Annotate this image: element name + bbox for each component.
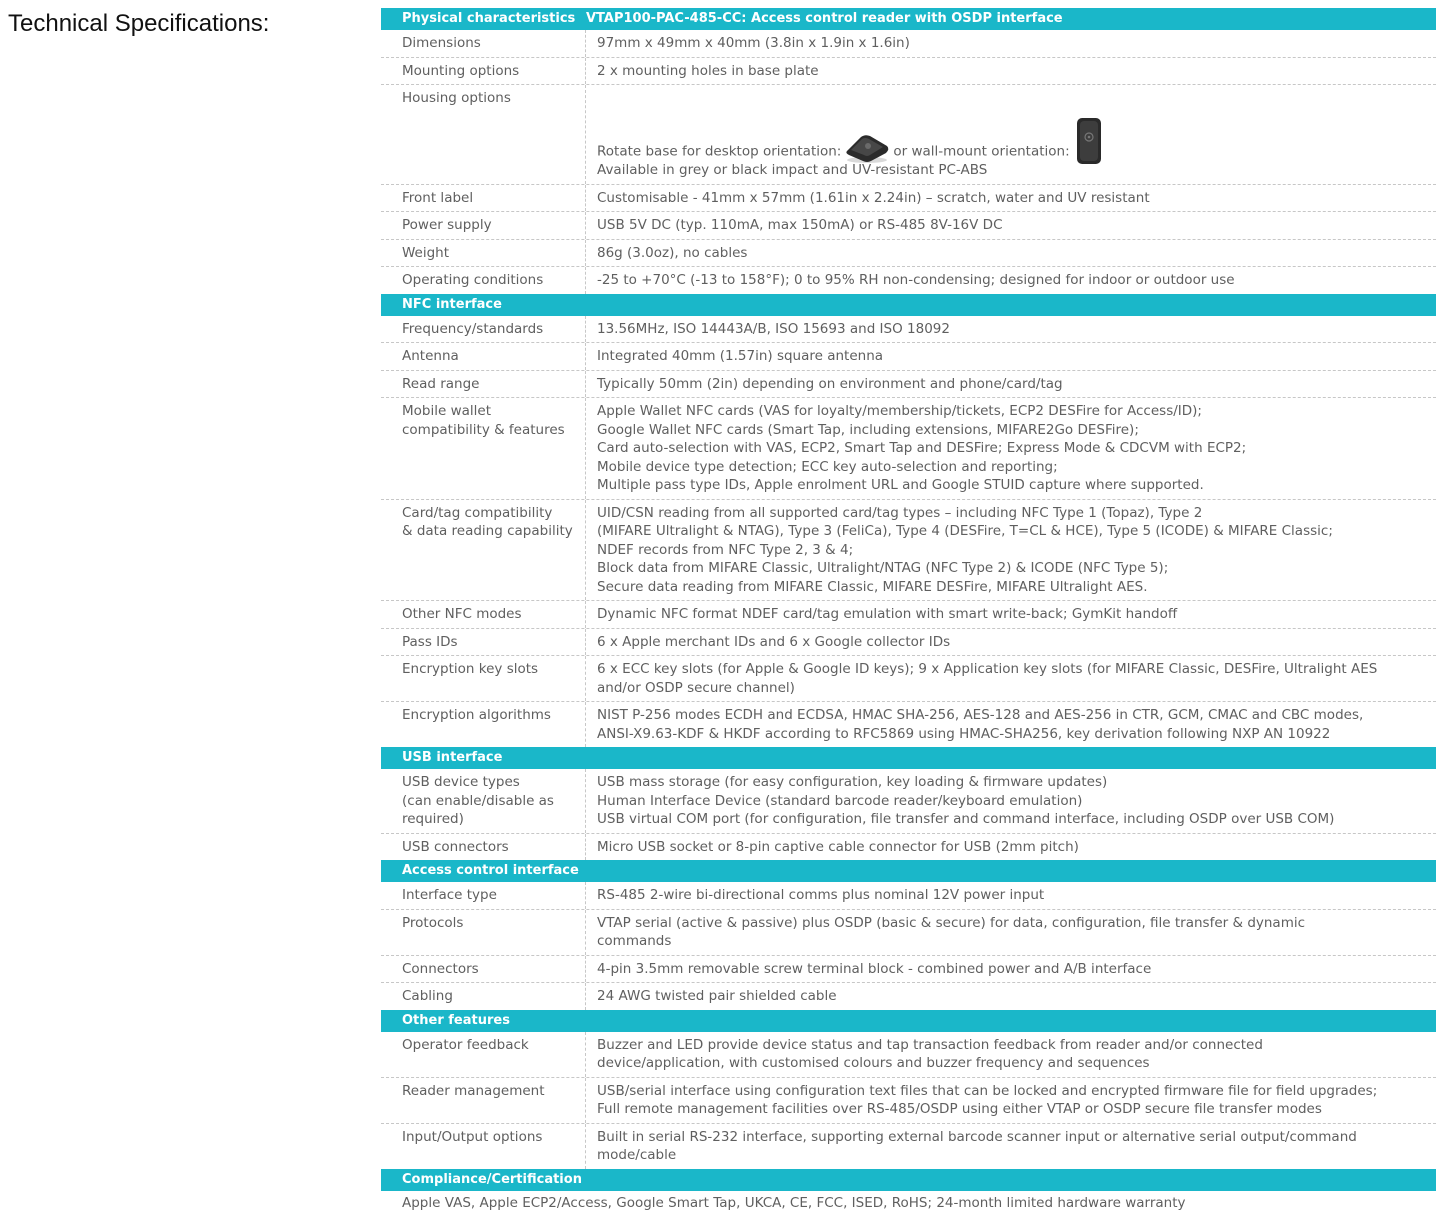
section-rows — [381, 769, 1436, 860]
spec-label-line: Cabling — [402, 988, 453, 1004]
compliance-text: Apple VAS, Apple ECP2/Access, Google Smart Tap, UKCA, CE, FCC, ISED, RoHS; 24-month limited hardware warranty — [402, 1194, 1186, 1211]
spec-value — [586, 343, 1436, 370]
spec-value-line: 86g (3.0oz), no cables — [597, 244, 748, 261]
spec-row — [381, 656, 1436, 702]
spec-value-line: 4-pin 3.5mm removable screw terminal block - combined power and A/B interface — [597, 960, 1152, 977]
spec-value-line: UID/CSN reading from all supported card/tag types – including NFC Type 1 (Topaz), Type 2 — [597, 504, 1203, 521]
spec-label-line: Card/tag compatibility — [402, 504, 553, 521]
spec-value-line: Block data from MIFARE Classic, Ultralight/NTAG (NFC Type 2) & ICODE (NFC Type 5); — [597, 560, 1169, 576]
spec-row — [381, 30, 1436, 58]
spec-value — [586, 58, 1436, 85]
spec-label-line: Protocols — [402, 914, 464, 931]
section-title: NFC interface — [402, 296, 502, 312]
spec-row — [381, 769, 1436, 834]
spec-label-line: Mobile wallet — [402, 403, 491, 419]
spec-label — [381, 1032, 586, 1077]
spec-value-line: NIST P-256 modes ECDH and ECDSA, HMAC SHA-256, AES-128 and AES-256 in CTR, GCM, CMAC and CBC modes, — [597, 707, 1364, 723]
spec-label — [381, 702, 586, 747]
spec-value-line: device/application, with customised colours and buzzer frequency and sequences — [597, 1055, 1150, 1071]
spec-value-line: Micro USB socket or 8-pin captive cable connector for USB (2mm pitch) — [597, 838, 1079, 855]
spec-value-line: Integrated 40mm (1.57in) square antenna — [597, 348, 884, 364]
spec-label — [381, 882, 586, 909]
spec-label-line: Input/Output options — [402, 1128, 543, 1145]
spec-label — [381, 371, 586, 398]
spec-label-line: USB connectors — [402, 838, 509, 855]
section-header — [381, 860, 1436, 882]
spec-value-line: Google Wallet NFC cards (Smart Tap, including extensions, MIFARE2Go DESFire); — [597, 421, 1139, 438]
spec-value-line: 97mm x 49mm x 40mm (3.8in x 1.9in x 1.6in) — [597, 35, 910, 51]
spec-value — [586, 240, 1436, 267]
spec-value — [586, 702, 1436, 747]
section-subtitle — [586, 860, 1436, 882]
spec-value-line: Customisable - 41mm x 57mm (1.61in x 2.24in) – scratch, water and UV resistant — [597, 189, 1150, 206]
spec-label-line: Weight — [402, 244, 450, 261]
spec-label — [381, 58, 586, 85]
spec-label — [381, 1124, 586, 1169]
spec-row — [381, 910, 1436, 956]
spec-label-line: Frequency/standards — [402, 320, 544, 337]
section-header — [381, 1169, 1436, 1191]
spec-value — [586, 500, 1436, 601]
spec-value — [586, 983, 1436, 1010]
spec-value — [586, 834, 1436, 861]
section-subtitle — [586, 1010, 1436, 1032]
spec-label — [381, 1078, 586, 1123]
spec-label-line: Operating conditions — [402, 272, 544, 288]
spec-value-line: Buzzer and LED provide device status and tap transaction feedback from reader and/or connected — [597, 1036, 1263, 1053]
spec-label-line: Antenna — [402, 348, 459, 364]
section-subtitle: VTAP100-PAC-485-CC: Access control reader with OSDP interface — [586, 11, 1063, 26]
spec-label — [381, 185, 586, 212]
spec-value — [586, 267, 1436, 294]
spec-label-line: Interface type — [402, 887, 497, 903]
spec-label — [381, 85, 586, 184]
section-subtitle — [586, 747, 1436, 769]
spec-value — [586, 1124, 1436, 1169]
spec-value-line: 6 x ECC key slots (for Apple & Google ID keys); 9 x Application key slots (for MIFARE Classic, DESFire, Ultralight AES — [597, 661, 1378, 677]
spec-label — [381, 30, 586, 57]
spec-value-line: NDEF records from NFC Type 2, 3 & 4; — [597, 541, 854, 558]
spec-value-line: commands — [597, 933, 672, 949]
section-title: Physical characteristics — [402, 11, 576, 26]
section-title: Compliance/Certification — [402, 1171, 582, 1187]
spec-row — [381, 212, 1436, 240]
section-rows — [381, 30, 1436, 294]
spec-label — [381, 267, 586, 294]
spec-value-line: Available in grey or black impact and UV-resistant PC-ABS — [597, 162, 988, 178]
spec-value — [586, 30, 1436, 57]
section-subtitle — [586, 294, 1436, 316]
spec-label-line: Connectors — [402, 960, 479, 977]
spec-label-line: Encryption algorithms — [402, 707, 551, 723]
spec-label-line: Dimensions — [402, 35, 481, 51]
spec-value-line: Human Interface Device (standard barcode reader/keyboard emulation) — [597, 792, 1083, 809]
spec-label — [381, 398, 586, 499]
spec-row — [381, 834, 1436, 861]
spec-label — [381, 500, 586, 601]
spec-row — [381, 1124, 1436, 1169]
spec-row — [381, 371, 1436, 399]
spec-value — [586, 910, 1436, 955]
spec-label-line: Front label — [402, 189, 474, 206]
spec-value-line: Apple Wallet NFC cards (VAS for loyalty/membership/tickets, ECP2 DESFire for Access/ID); — [597, 403, 1202, 419]
section-rows — [381, 882, 1436, 1010]
spec-label-line: Power supply — [402, 217, 492, 233]
spec-label-line: USB device types — [402, 774, 520, 790]
section-header — [381, 294, 1436, 316]
spec-row — [381, 983, 1436, 1010]
spec-value — [586, 85, 1436, 184]
spec-label-line: & data reading capability — [402, 523, 573, 539]
spec-label-line: Housing options — [402, 90, 511, 106]
spec-value — [586, 1078, 1436, 1123]
spec-value — [586, 185, 1436, 212]
spec-row — [381, 185, 1436, 213]
spec-label — [381, 629, 586, 656]
spec-table — [381, 8, 1436, 1212]
spec-label-line: compatibility & features — [402, 421, 565, 438]
spec-label-line: Encryption key slots — [402, 661, 539, 677]
spec-value — [586, 629, 1436, 656]
section-rows — [381, 1032, 1436, 1169]
spec-label-line: Mounting options — [402, 62, 520, 79]
spec-value-line: USB virtual COM port (for configuration, file transfer and command interface, including OSDP over USB COM) — [597, 811, 1335, 827]
spec-value-line: -25 to +70°C (-13 to 158°F); 0 to 95% RH non-condensing; designed for indoor or outdoor use — [597, 272, 1235, 288]
spec-label — [381, 212, 586, 239]
spec-row — [381, 267, 1436, 294]
spec-label — [381, 769, 586, 833]
section-header — [381, 1010, 1436, 1032]
section-header — [381, 8, 1436, 30]
spec-value-line: 13.56MHz, ISO 14443A/B, ISO 15693 and ISO 18092 — [597, 320, 950, 337]
spec-row — [381, 240, 1436, 268]
spec-row — [381, 316, 1436, 344]
spec-row — [381, 629, 1436, 657]
spec-row — [381, 702, 1436, 747]
spec-value-line: USB 5V DC (typ. 110mA, max 150mA) or RS-485 8V-16V DC — [597, 217, 1003, 233]
page-heading: Technical Specifications: — [8, 10, 270, 37]
spec-label — [381, 956, 586, 983]
spec-label-line: Reader management — [402, 1082, 545, 1099]
spec-value-line: 6 x Apple merchant IDs and 6 x Google collector IDs — [597, 633, 951, 650]
spec-row — [381, 601, 1436, 629]
spec-value-line: and/or OSDP secure channel) — [597, 679, 795, 696]
spec-label-line: Read range — [402, 375, 480, 392]
spec-row — [381, 85, 1436, 185]
section-title: Other features — [402, 1012, 510, 1028]
housing-wall-text: or wall-mount orientation: — [893, 143, 1070, 160]
spec-label — [381, 343, 586, 370]
spec-label — [381, 601, 586, 628]
wall-reader-image — [1072, 115, 1106, 167]
section-rows — [381, 316, 1436, 748]
spec-value-line: RS-485 2-wire bi-directional comms plus nominal 12V power input — [597, 887, 1045, 903]
spec-value — [586, 316, 1436, 343]
spec-label-line: Other NFC modes — [402, 606, 522, 622]
spec-value — [586, 769, 1436, 833]
section-header — [381, 747, 1436, 769]
spec-value-line: Mobile device type detection; ECC key auto-selection and reporting; — [597, 458, 1058, 475]
spec-value — [586, 212, 1436, 239]
spec-label — [381, 316, 586, 343]
spec-label-line: required) — [402, 811, 464, 827]
spec-row — [381, 882, 1436, 910]
spec-value-line: Full remote management facilities over RS-485/OSDP using either VTAP or OSDP secure file transfer modes — [597, 1101, 1322, 1117]
spec-value — [586, 1032, 1436, 1077]
spec-label — [381, 834, 586, 861]
spec-value-line: USB mass storage (for easy configuration, key loading & firmware updates) — [597, 774, 1108, 790]
spec-value-line: Built in serial RS-232 interface, supporting external barcode scanner input or alternative serial output/command — [597, 1128, 1357, 1145]
spec-value-line: ANSI-X9.63-KDF & HKDF according to RFC5869 using HMAC-SHA256, key derivation following NXP AN 10922 — [597, 725, 1331, 742]
spec-label-line: Pass IDs — [402, 633, 458, 650]
spec-value-line: (MIFARE Ultralight & NTAG), Type 3 (FeliCa), Type 4 (DESFire, T=CL & HCE), Type 5 (ICODE) & MIFARE Classic; — [597, 523, 1333, 539]
desktop-reader-image — [843, 131, 891, 165]
spec-value-line: Dynamic NFC format NDEF card/tag emulation with smart write-back; GymKit handoff — [597, 606, 1178, 622]
spec-label-line: Operator feedback — [402, 1036, 529, 1053]
spec-value — [586, 882, 1436, 909]
spec-value-line: 24 AWG twisted pair shielded cable — [597, 988, 837, 1004]
spec-label — [381, 910, 586, 955]
spec-row — [381, 500, 1436, 602]
spec-row — [381, 343, 1436, 371]
spec-value — [586, 956, 1436, 983]
section-title: Access control interface — [402, 863, 579, 878]
housing-desktop-text: Rotate base for desktop orientation: — [597, 143, 842, 160]
spec-row — [381, 58, 1436, 86]
spec-label — [381, 983, 586, 1010]
spec-row — [381, 1032, 1436, 1078]
spec-value-line: Typically 50mm (2in) depending on environment and phone/card/tag — [597, 375, 1063, 392]
section-title: USB interface — [402, 750, 503, 765]
housing-orientation-line — [597, 115, 1426, 161]
spec-value-line: Multiple pass type IDs, Apple enrolment URL and Google STUID capture where supported. — [597, 477, 1204, 493]
spec-value — [586, 601, 1436, 628]
spec-value-line: VTAP serial (active & passive) plus OSDP (basic & secure) for data, configuration, file transfer & dynamic — [597, 914, 1306, 931]
spec-row — [381, 398, 1436, 500]
spec-value — [586, 398, 1436, 499]
spec-label — [381, 656, 586, 701]
spec-value — [586, 371, 1436, 398]
spec-row — [381, 956, 1436, 984]
spec-value-line: Card auto-selection with VAS, ECP2, Smart Tap and DESFire; Express Mode & CDCVM with ECP2; — [597, 440, 1247, 456]
spec-row — [381, 1078, 1436, 1124]
spec-label — [381, 240, 586, 267]
spec-value-line: 2 x mounting holes in base plate — [597, 62, 819, 79]
spec-value-line: mode/cable — [597, 1147, 677, 1163]
spec-value-line: USB/serial interface using configuration text files that can be locked and encrypted firmware file for field upgrades; — [597, 1082, 1378, 1099]
spec-label-line: (can enable/disable as — [402, 792, 554, 809]
spec-value-line: Secure data reading from MIFARE Classic, MIFARE DESFire, MIFARE Ultralight AES. — [597, 578, 1148, 595]
spec-value — [586, 656, 1436, 701]
section-subtitle — [586, 1169, 1436, 1191]
